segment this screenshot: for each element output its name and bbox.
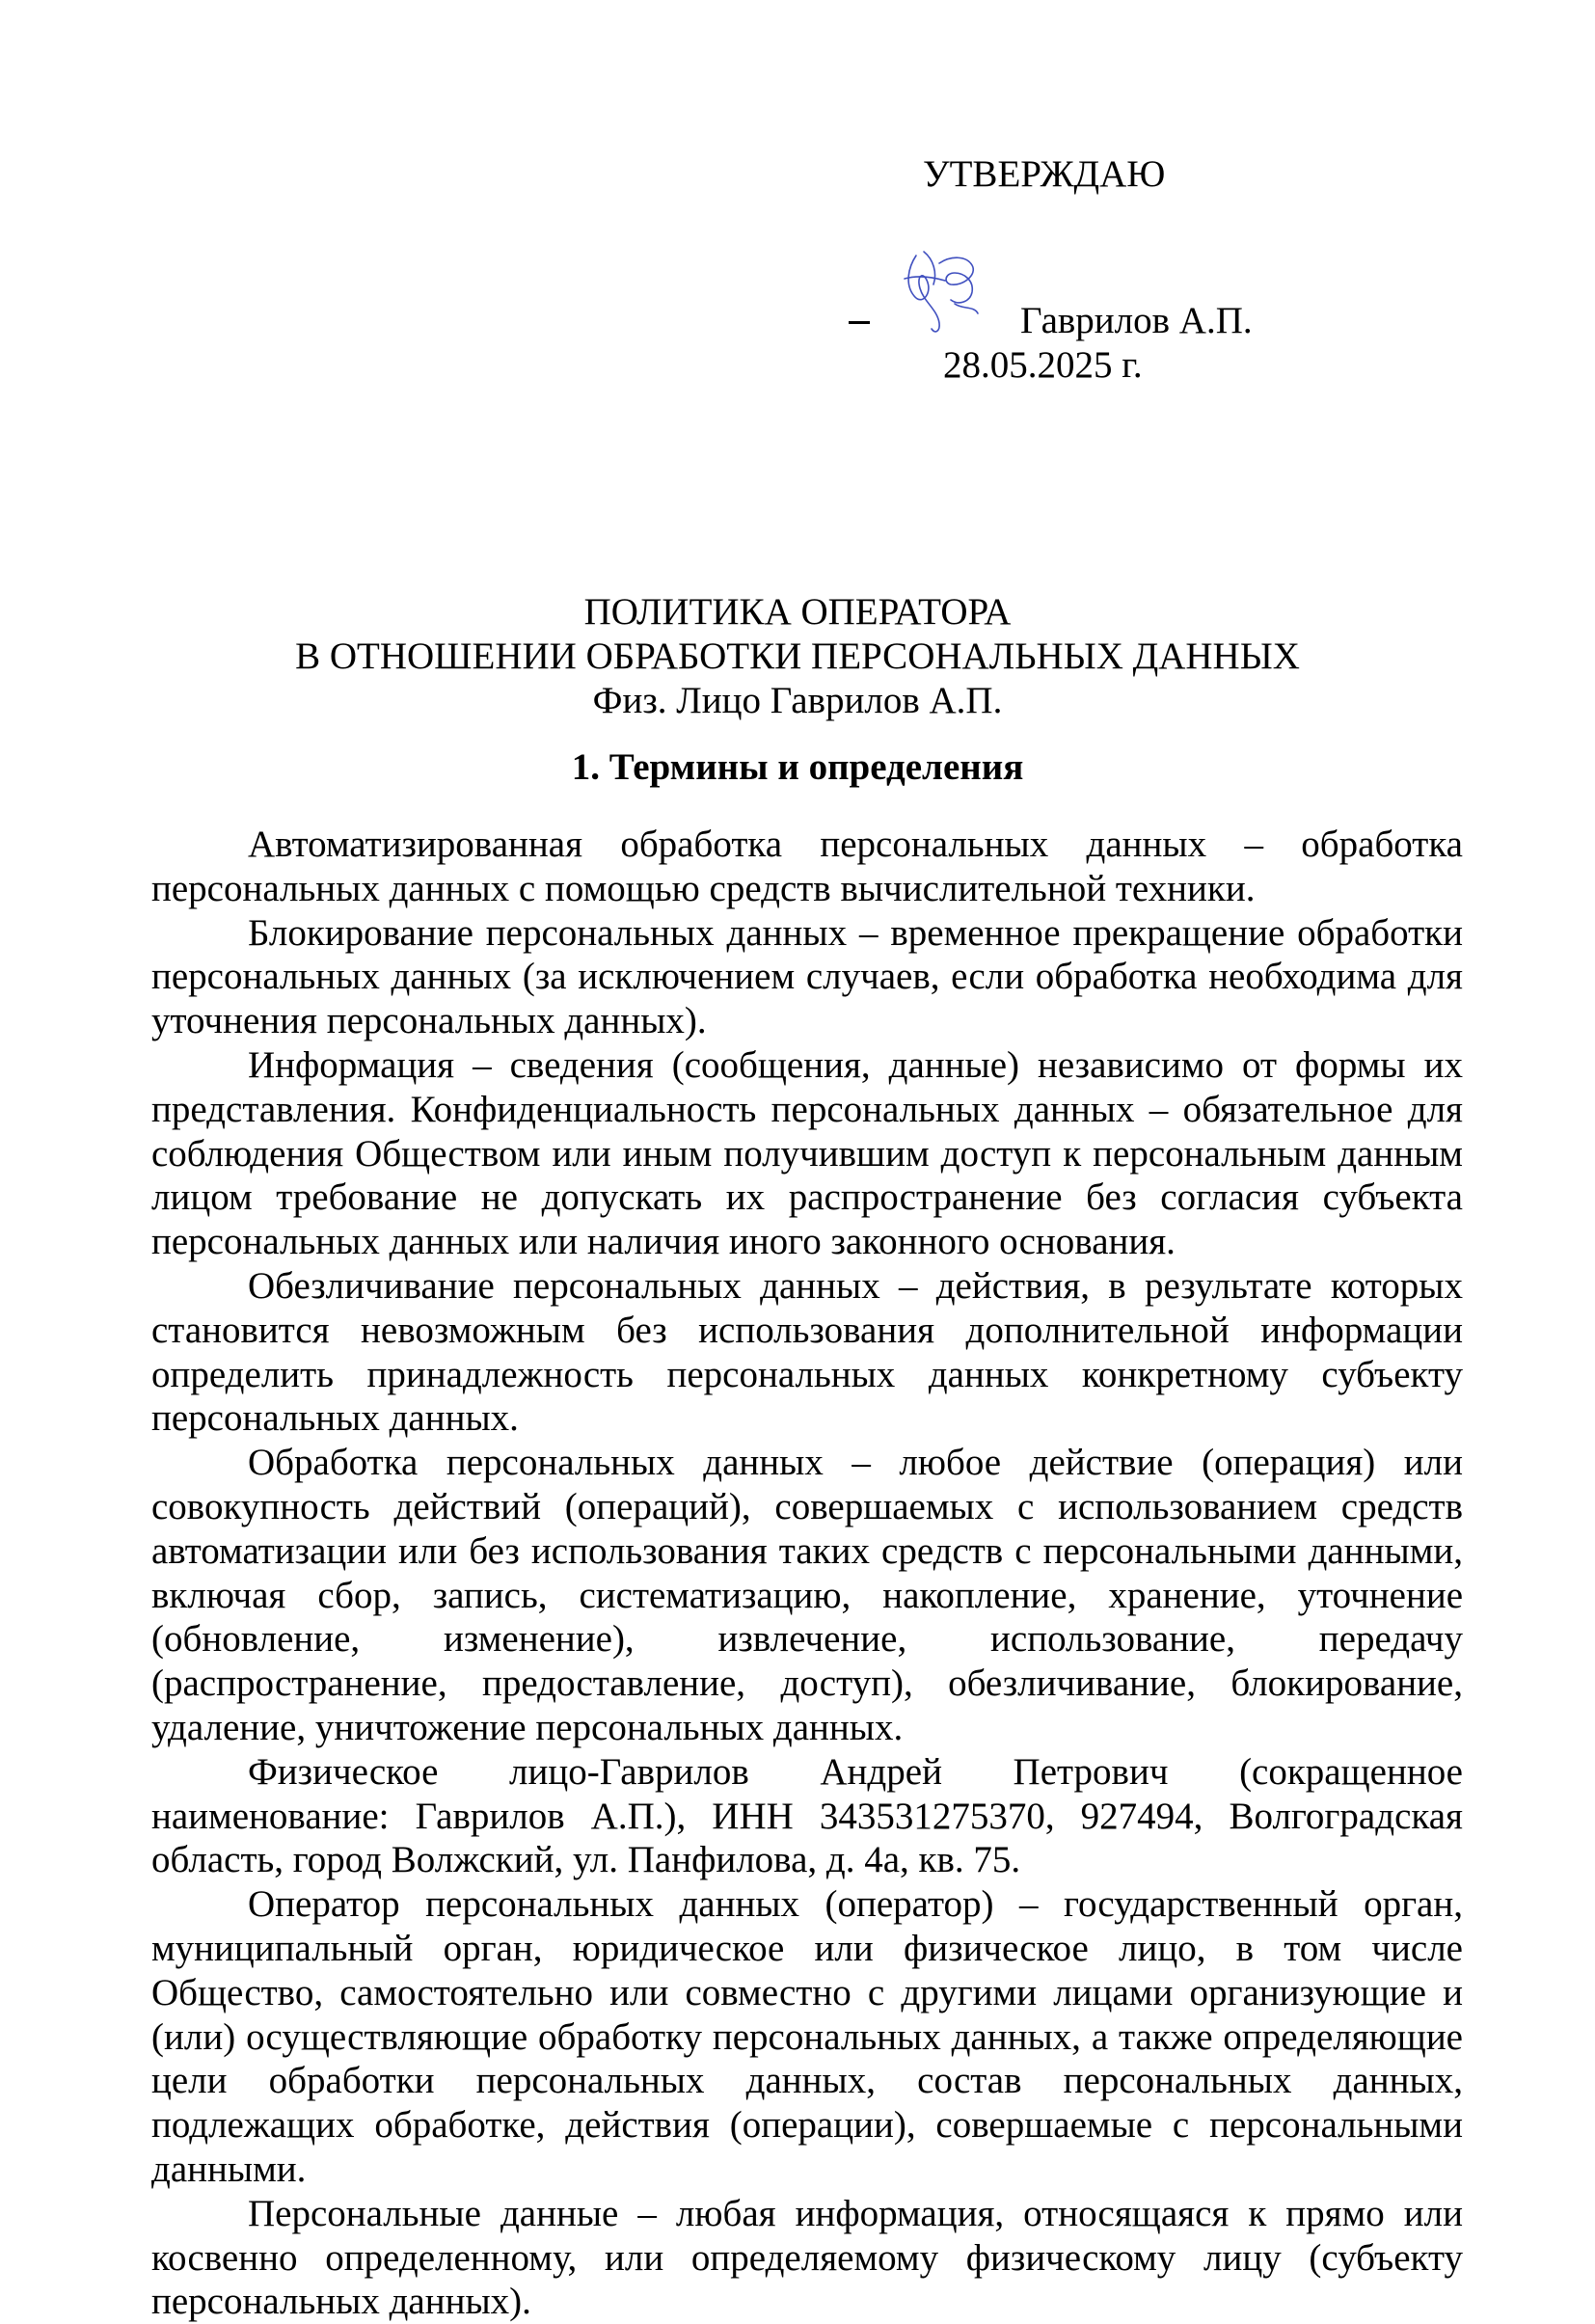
paragraph-personal-data: Персональные данные – любая информация, относящаяся к прямо или косвенно определенному, или определяемому физическому лицу (субъекту персональных данных). (151, 2192, 1463, 2323)
paragraph-operator: Оператор персональных данных (оператор) – государственный орган, муниципальный орган, юридическое или физическое лицо, в том числе Общество, самостоятельно или совместно с другими лицами организующие и (или) осуществляющие обработку персональных данных, а также определяющие цели обработки персональных данных, состав персональных данных, подлежащих обработке, действия (операции), совершаемые с персональными данными. (151, 1883, 1463, 2190)
paragraph-information: Информация – сведения (сообщения, данные) независимо от формы их представления. Конфиденциальность персональных данных – обязательное для соблюдения Обществом или иным получившим доступ к персональным данным лицом требование не допускать их распространение без согласия субъекта персональных данных или наличия иного законного основания. (151, 1043, 1463, 1263)
title-line-3: Физ. Лицо Гаврилов А.П. (592, 680, 1003, 721)
signature-image (895, 246, 1003, 338)
approval-heading: УТВЕРЖДАЮ (923, 153, 1166, 195)
paragraph-blocking: Блокирование персональных данных – временное прекращение обработки персональных данных (за исключением случаев, если обработка необходима для уточнения персональных данных). (151, 911, 1463, 1042)
paragraph-depersonalization: Обезличивание персональных данных – действия, в результате которых становится невозможным без использования дополнительной информации определить принадлежность персональных данных конкретному субъекту персональных данных. (151, 1264, 1463, 1440)
approver-name: Гаврилов А.П. (1020, 300, 1253, 341)
title-line-1: ПОЛИТИКА ОПЕРАТОРА (583, 591, 1012, 633)
paragraph-processing: Обработка персональных данных – любое действие (операция) или совокупность действий (операций), совершаемых с использованием средств автоматизации или без использования таких средств с персональными данными, включая сбор, запись, систематизацию, накопление, хранение, уточнение (обновление, изменение), извлечение, использование, передачу (распространение, предоставление, доступ), обезличивание, блокирование, удаление, уничтожение персональных данных. (151, 1442, 1463, 1748)
paragraph-individual: Физическое лицо-Гаврилов Андрей Петрович (сокращенное наименование: Гаврилов А.П.), ИНН 343531275370, 927494, Волгоградская область, город Волжский, ул. Панфилова, д. 4а, кв. 75. (151, 1750, 1463, 1881)
document-title (0, 590, 1595, 723)
title-line-2: В ОТНОШЕНИИ ОБРАБОТКИ ПЕРСОНАЛЬНЫХ ДАННЫХ (295, 635, 1300, 677)
approval-date: 28.05.2025 г. (943, 344, 1143, 386)
approval-block (849, 145, 1273, 424)
section-heading: 1. Термины и определения (571, 746, 1024, 788)
paragraph-automated-processing: Автоматизированная обработка персональных данных – обработка персональных данных с помощью средств вычислительной техники. (151, 824, 1463, 909)
body-text (151, 823, 1463, 2324)
signature-line (849, 321, 870, 324)
